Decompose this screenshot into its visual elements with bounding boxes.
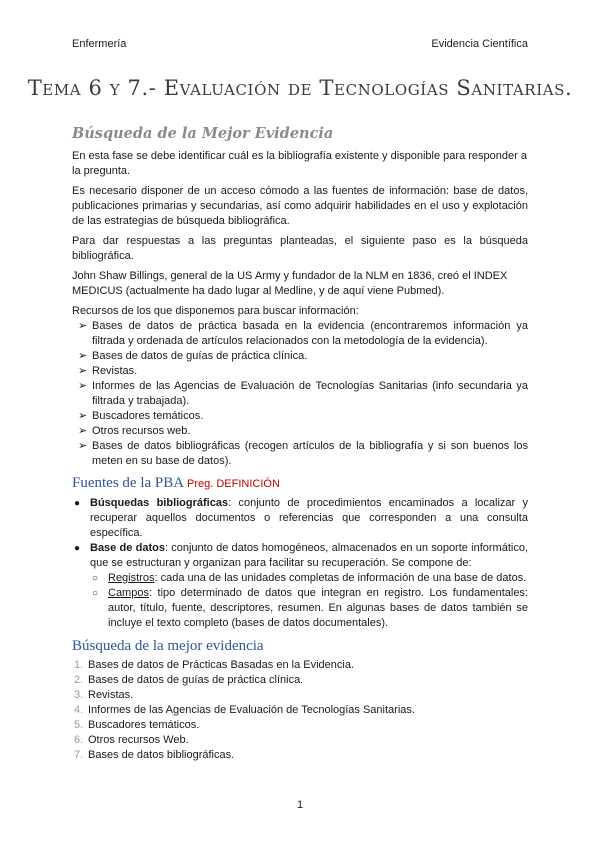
page-number: 1 <box>296 799 304 811</box>
document-body <box>72 124 528 763</box>
bullet-icon: ● <box>74 543 81 554</box>
document-title: Tema 6 y 7.- Evaluación de Tecnologías Sanitarias. <box>27 76 573 100</box>
arrow-bullet-icon: ➢ <box>78 320 88 332</box>
list-item: ➢ Bases de datos bibliográficas (recogen artículos de la bibliografía y si son buenos los meten en su base de datos). <box>78 440 528 467</box>
circle-bullet-icon: ○ <box>92 573 99 584</box>
section-heading-best-evidence-search: Búsqueda de la mejor evidencia <box>72 638 264 654</box>
list-item: ➢ Informes de las Agencias de Evaluación de Tecnologías Sanitarias (info secundaria ya filtrada y trabajada). <box>78 380 528 407</box>
sources-list <box>72 496 528 631</box>
section-heading-sources: Fuentes de la PBA Preg. DEFINICIÓN <box>72 475 280 491</box>
header-left: Enfermería <box>72 38 127 50</box>
list-item: 4. Informes de las Agencias de Evaluación de Tecnologías Sanitarias. <box>74 704 415 716</box>
arrow-bullet-icon: ➢ <box>78 365 88 377</box>
paragraph: Recursos de los que disponemos para buscar información: <box>72 305 359 317</box>
evidence-sources-list <box>72 658 528 763</box>
arrow-bullet-icon: ➢ <box>78 440 88 452</box>
list-item: ○ Campos: tipo determinado de datos que integran en registro. Los fundamentales: autor, título, fuente, descriptores, resumen. En algunas bases de datos también se incluye el texto completo (bases de datos documentales). <box>92 587 528 629</box>
section-heading-best-evidence: Búsqueda de la Mejor Evidencia <box>72 125 334 142</box>
paragraph: John Shaw Billings, general de la US Army y fundador de la NLM en 1836, creó el INDEX MEDICUS (actualmente ha dado lugar al Medline, y de aquí viene Pubmed). <box>72 270 508 297</box>
resources-list <box>72 319 528 469</box>
list-item: 6. Otros recursos Web. <box>74 734 189 746</box>
list-item: ○ Registros: cada una de las unidades completas de información de una base de datos. <box>92 572 527 584</box>
list-item: 2. Bases de datos de guías de práctica clínica. <box>74 674 304 686</box>
list-item: ● Base de datos: conjunto de datos homogéneos, almacenados en un soporte informático, que se estructuran y organizan para facilitar su recuperación. Se compone de: ○ Registros: cada una de las unidades completas de información de una base de datos. ○ Campos: tipo determinado de datos que integran en registro. Los fundamentales: autor, título, fuente, descriptores, resumen. En algunas bases de datos también se incluye el texto completo (bases de datos documentales). <box>74 542 528 629</box>
database-components-list <box>90 571 528 631</box>
list-item: 1. Bases de datos de Prácticas Basadas en la Evidencia. <box>74 659 354 671</box>
list-item: ● Búsquedas bibliográficas: conjunto de procedimientos encaminados a localizar y recuperar aquellos documentos o referencias que corresponden a una consulta específica. <box>74 497 528 539</box>
bullet-icon: ● <box>74 498 81 509</box>
list-item: 5. Buscadores temáticos. <box>74 719 200 731</box>
arrow-bullet-icon: ➢ <box>78 350 88 362</box>
list-item: 7. Bases de datos bibliográficas. <box>74 749 235 761</box>
arrow-bullet-icon: ➢ <box>78 380 88 392</box>
list-item: ➢ Buscadores temáticos. <box>78 410 204 422</box>
list-item: ➢ Revistas. <box>78 365 138 377</box>
exam-question-tag: Preg. DEFINICIÓN <box>187 478 280 490</box>
list-item: 3. Revistas. <box>74 689 134 701</box>
list-item: ➢ Otros recursos web. <box>78 425 191 437</box>
list-item: ➢ Bases de datos de guías de práctica clínica. <box>78 350 308 362</box>
circle-bullet-icon: ○ <box>92 588 99 599</box>
list-item: ➢ Bases de datos de práctica basada en la evidencia (encontraremos información ya filtrada y ordenada de artículos relacionados con la metodología de la evidencia). <box>78 320 528 347</box>
paragraph: Para dar respuestas a las preguntas planteadas, el siguiente paso es la búsqueda bibliográfica. <box>72 235 528 262</box>
arrow-bullet-icon: ➢ <box>78 425 88 437</box>
paragraph: Es necesario disponer de un acceso cómodo a las fuentes de información: base de datos, publicaciones primarias y secundarias, así como adquirir habilidades en el uso y explotación de las estrategias de búsqueda bibliográfica. <box>72 185 528 227</box>
paragraph: En esta fase se debe identificar cuál es la bibliografía existente y disponible para responder a la pregunta. <box>72 150 527 177</box>
header-right: Evidencia Científica <box>431 38 528 50</box>
arrow-bullet-icon: ➢ <box>78 410 88 422</box>
